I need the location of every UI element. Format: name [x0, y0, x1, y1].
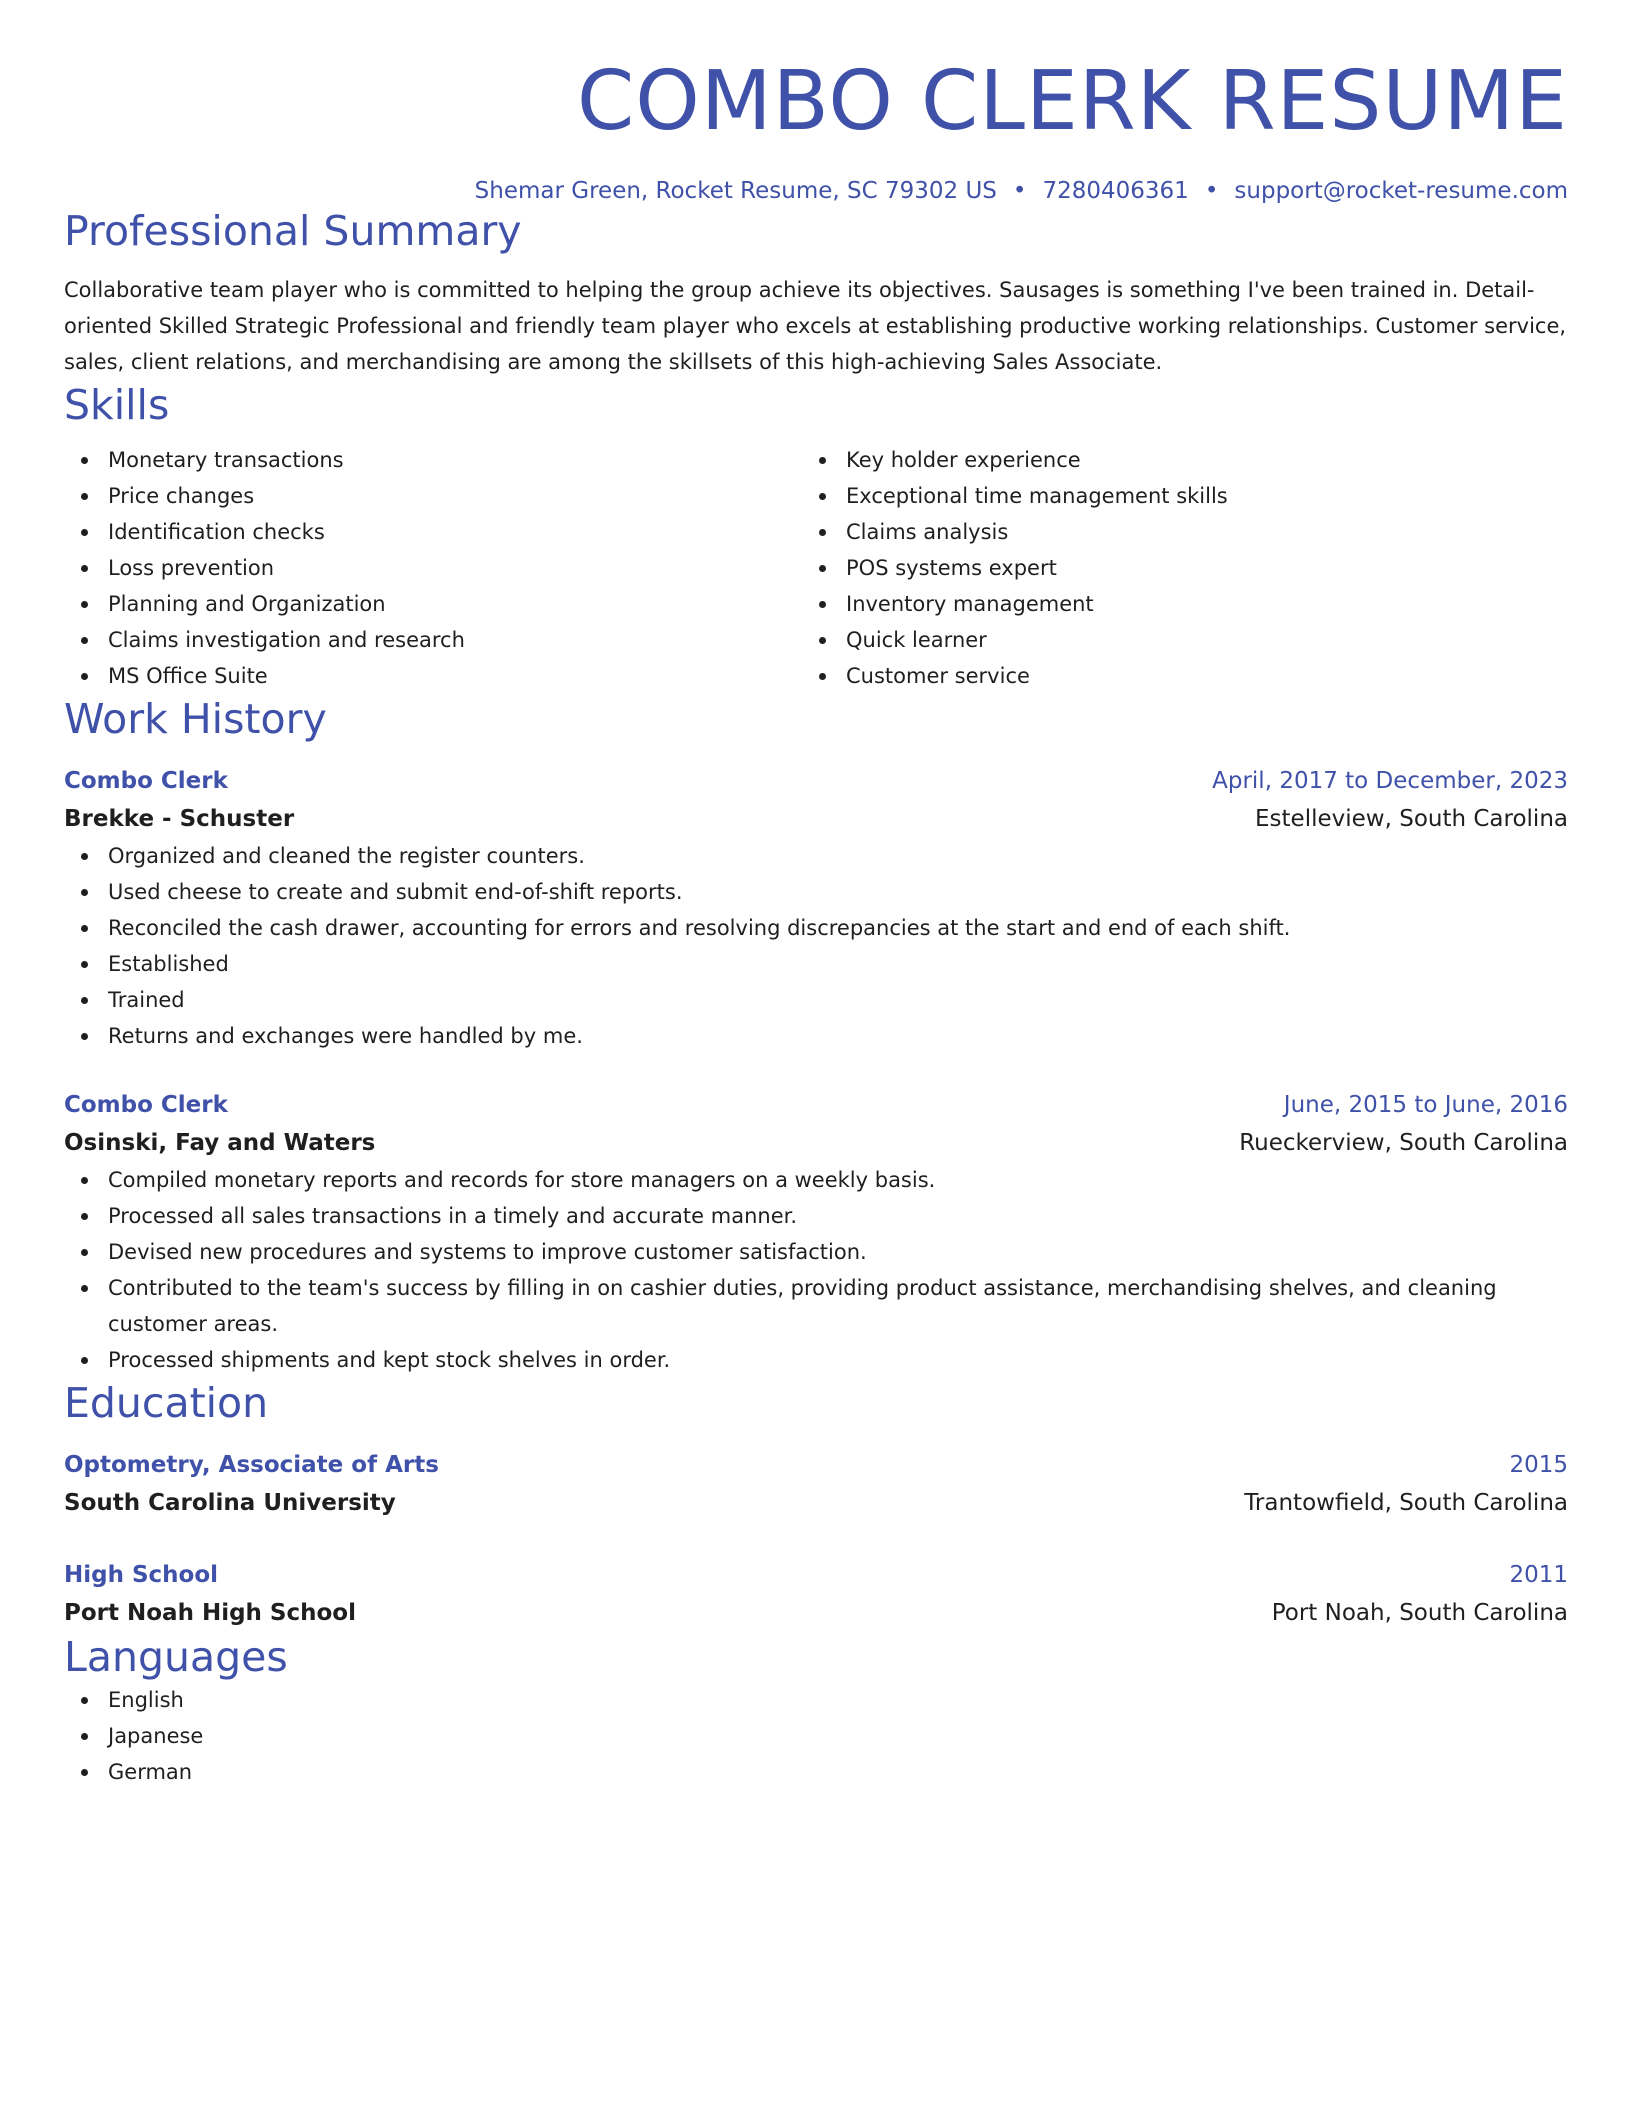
duty-item: Organized and cleaned the register counters. — [64, 838, 1568, 874]
education-year: 2015 — [1509, 1452, 1568, 1478]
duty-item: Compiled monetary reports and records for store managers on a weekly basis. — [64, 1162, 1568, 1198]
education-entry — [64, 1446, 1568, 1522]
job-duties-list — [64, 838, 1568, 1054]
skills-right-list — [802, 442, 1540, 694]
job-header-row — [64, 762, 1568, 800]
language-item: English — [64, 1682, 1568, 1718]
education-location: Trantowfield, South Carolina — [1244, 1490, 1568, 1516]
skill-item: Planning and Organization — [64, 586, 802, 622]
skill-item: Price changes — [64, 478, 802, 514]
languages-heading: Languages — [64, 1633, 288, 1681]
education-degree: Optometry, Associate of Arts — [64, 1452, 439, 1478]
skill-item: Claims investigation and research — [64, 622, 802, 658]
job-title: Combo Clerk — [64, 1092, 228, 1118]
language-item: German — [64, 1754, 1568, 1790]
languages-list — [64, 1682, 1568, 1790]
education-heading: Education — [64, 1379, 269, 1427]
education-header-row — [64, 1556, 1568, 1594]
skill-item: Identification checks — [64, 514, 802, 550]
job-location: Estelleview, South Carolina — [1255, 806, 1568, 832]
contact-phone: 7280406361 — [1042, 178, 1189, 204]
duty-item: Contributed to the team's success by filling in on cashier duties, providing product assistance, merchandising shelves, and cleaning customer areas. — [64, 1270, 1568, 1342]
resume-title: COMBO CLERK RESUME — [577, 54, 1568, 149]
skills-heading: Skills — [64, 381, 170, 429]
skill-item: Inventory management — [802, 586, 1540, 622]
work-history-heading: Work History — [64, 695, 327, 743]
duty-item: Trained — [64, 982, 1568, 1018]
contact-address: Shemar Green, Rocket Resume, SC 79302 US — [474, 178, 997, 204]
job-dates: April, 2017 to December, 2023 — [1212, 768, 1568, 794]
job-entry — [64, 762, 1568, 1054]
skill-item: Claims analysis — [802, 514, 1540, 550]
education-header-row — [64, 1446, 1568, 1484]
education-school: South Carolina University — [64, 1490, 396, 1516]
skill-item: MS Office Suite — [64, 658, 802, 694]
duty-item: Processed shipments and kept stock shelves in order. — [64, 1342, 1568, 1378]
skill-item: Exceptional time management skills — [802, 478, 1540, 514]
contact-separator: • — [1204, 178, 1219, 204]
education-school-row — [64, 1484, 1568, 1522]
education-location: Port Noah, South Carolina — [1271, 1600, 1568, 1626]
skill-item: Monetary transactions — [64, 442, 802, 478]
skill-item: Loss prevention — [64, 550, 802, 586]
job-location: Rueckerview, South Carolina — [1239, 1130, 1568, 1156]
duty-item: Established — [64, 946, 1568, 982]
skills-left-list — [64, 442, 802, 694]
duty-item: Used cheese to create and submit end-of-shift reports. — [64, 874, 1568, 910]
contact-line — [64, 176, 1568, 206]
contact-separator: • — [1012, 178, 1027, 204]
job-company: Osinski, Fay and Waters — [64, 1130, 376, 1156]
job-dates: June, 2015 to June, 2016 — [1283, 1092, 1568, 1118]
skill-item: Quick learner — [802, 622, 1540, 658]
job-duties-list — [64, 1162, 1568, 1378]
education-school: Port Noah High School — [64, 1600, 356, 1626]
education-degree: High School — [64, 1562, 219, 1588]
job-company-row — [64, 800, 1568, 838]
job-company-row — [64, 1124, 1568, 1162]
education-entry — [64, 1556, 1568, 1632]
summary-text: Collaborative team player who is committed to helping the group achieve its objectives. Sausages is something I've been trained in. Detail-oriented Skilled Strategic Professional and friendly team player who excels at establishing productive working relationships. Customer service, sales, client relations, and merchandising are among the skillsets of this high-achieving Sales Associate. — [64, 278, 1567, 374]
duty-item: Devised new procedures and systems to improve customer satisfaction. — [64, 1234, 1568, 1270]
education-year: 2011 — [1509, 1562, 1568, 1588]
duty-item: Reconciled the cash drawer, accounting for errors and resolving discrepancies at the start and end of each shift. — [64, 910, 1568, 946]
skill-item: Customer service — [802, 658, 1540, 694]
skills-columns — [64, 442, 1568, 694]
job-company: Brekke - Schuster — [64, 806, 295, 832]
skill-item: POS systems expert — [802, 550, 1540, 586]
language-item: Japanese — [64, 1718, 1568, 1754]
education-school-row — [64, 1594, 1568, 1632]
contact-email: support@rocket-resume.com — [1234, 178, 1568, 204]
duty-item: Processed all sales transactions in a timely and accurate manner. — [64, 1198, 1568, 1234]
job-entry — [64, 1086, 1568, 1378]
job-title: Combo Clerk — [64, 768, 228, 794]
summary-heading: Professional Summary — [64, 207, 522, 255]
job-header-row — [64, 1086, 1568, 1124]
duty-item: Returns and exchanges were handled by me. — [64, 1018, 1568, 1054]
skill-item: Key holder experience — [802, 442, 1540, 478]
